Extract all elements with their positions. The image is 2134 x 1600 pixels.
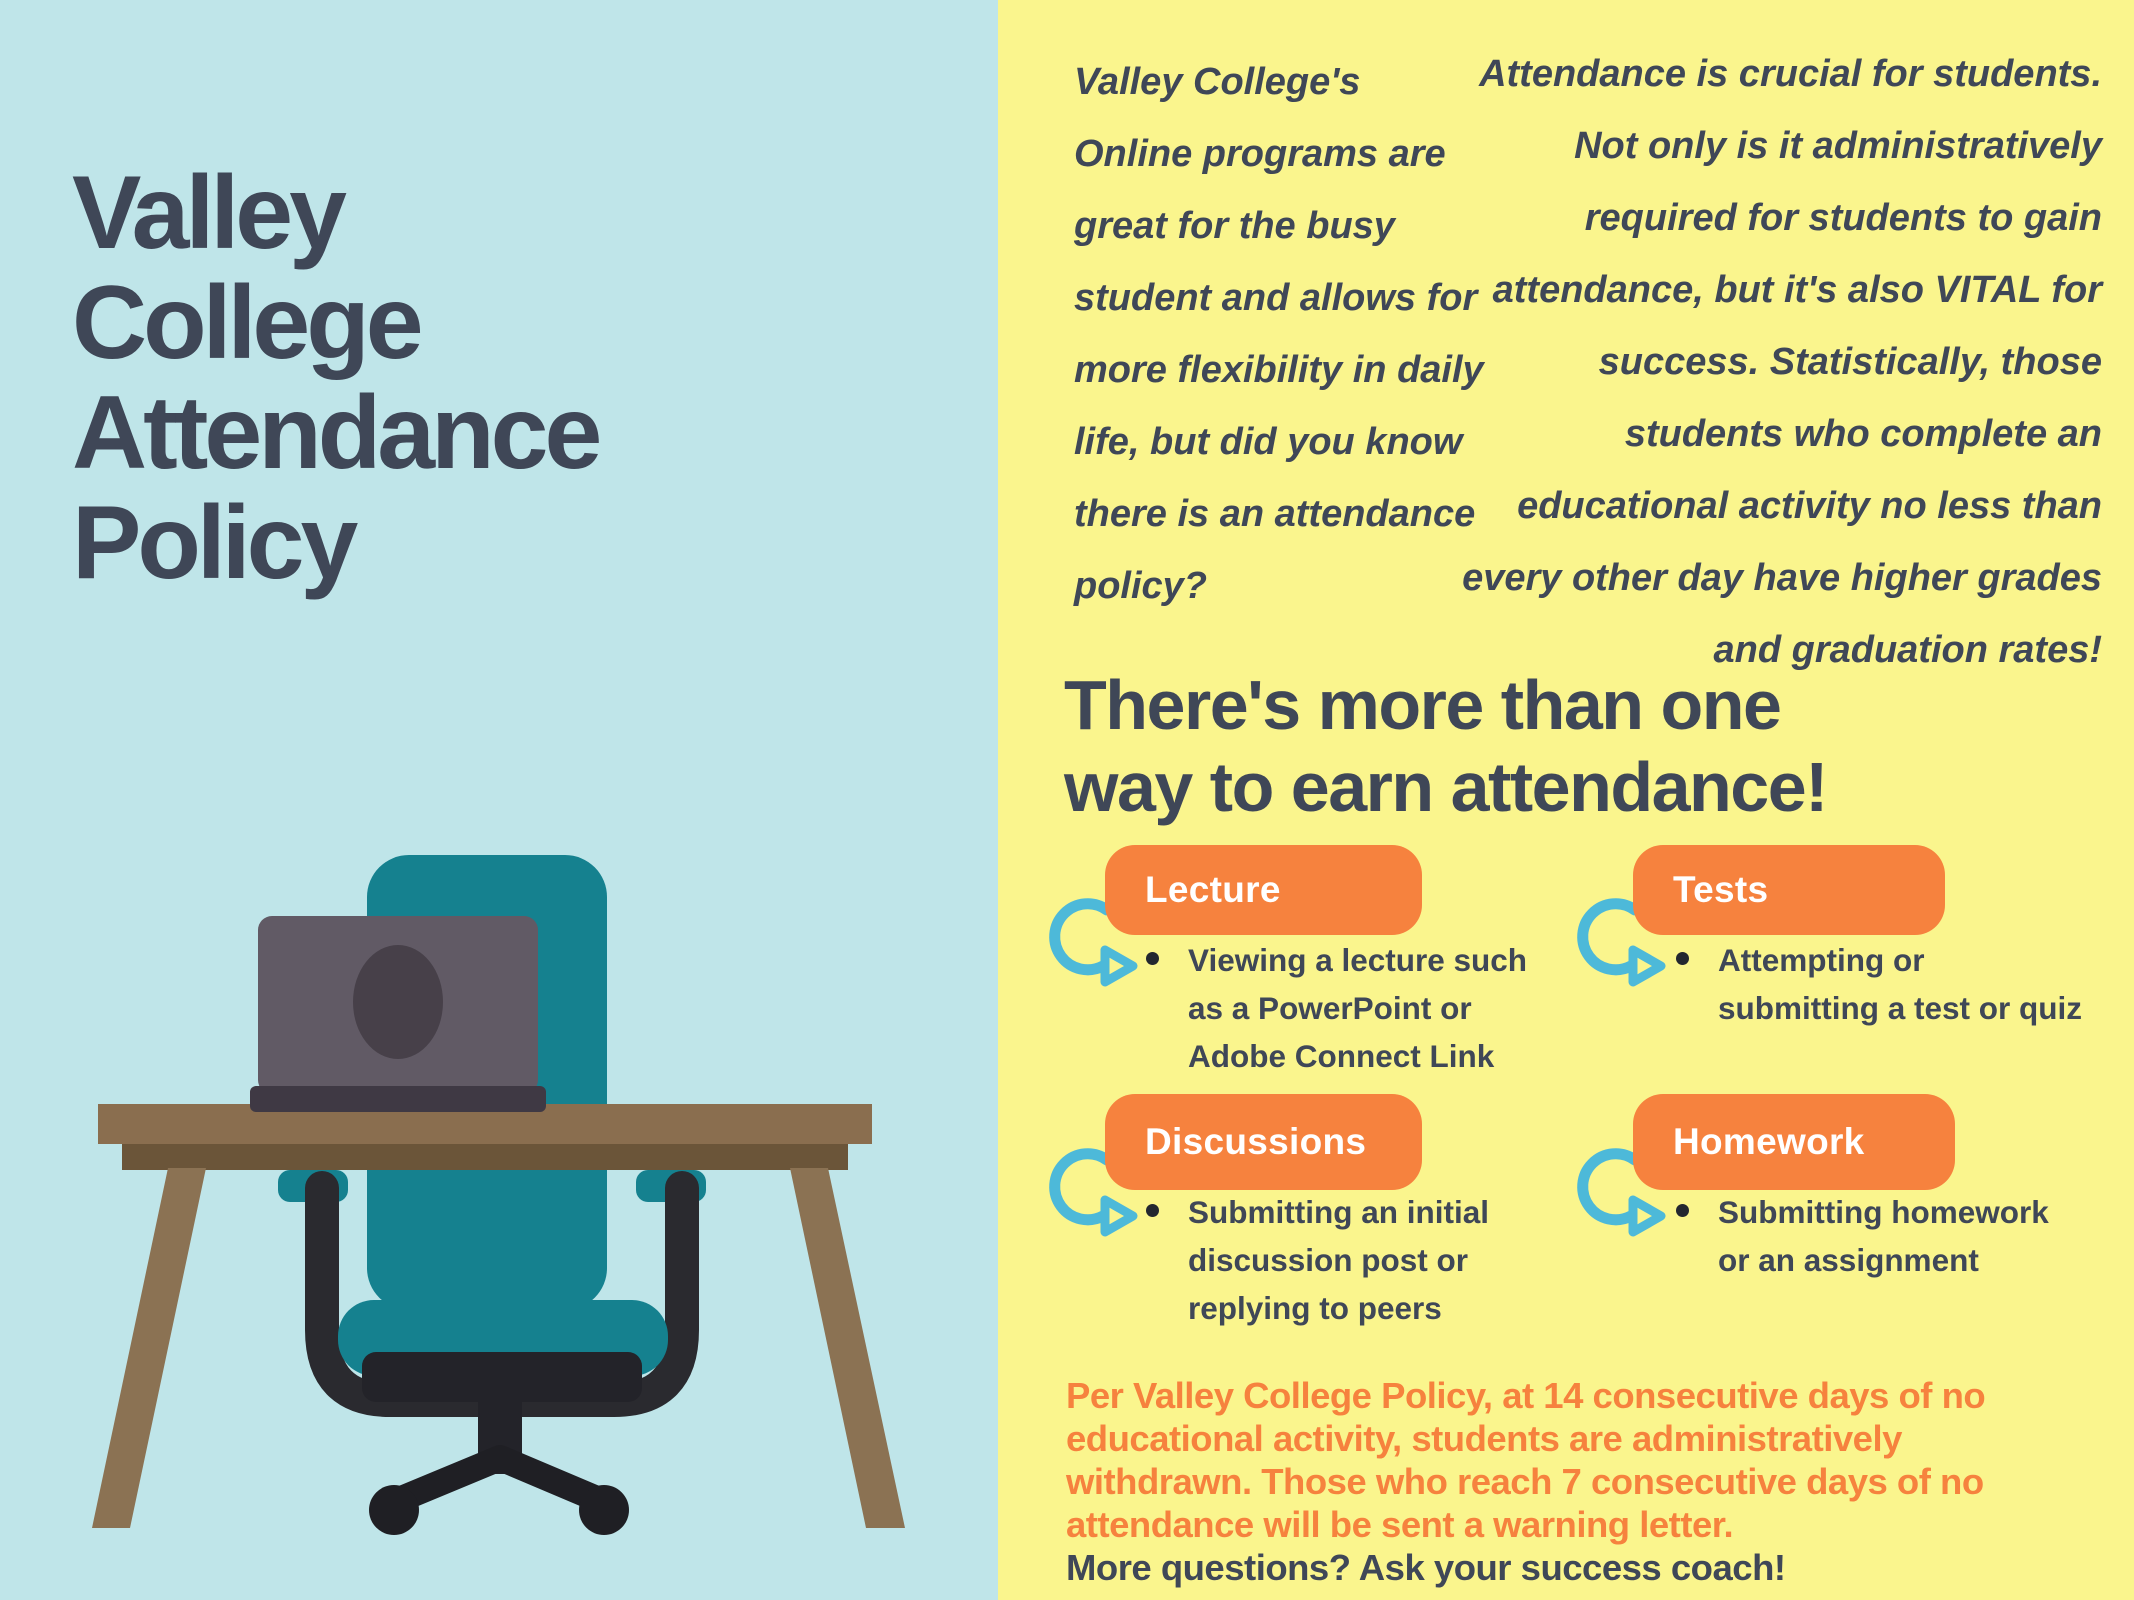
intro-line: required for students to gain: [1584, 197, 2102, 239]
desk-lip: [122, 1144, 848, 1170]
policy-line: Per Valley College Policy, at 14 consecutive days of no: [1066, 1375, 1986, 1416]
bullet-line: as a PowerPoint or: [1188, 990, 1472, 1026]
bullet-line: Adobe Connect Link: [1188, 1038, 1495, 1074]
intro-line: Online programs are: [1074, 133, 1446, 175]
footer-question: More questions? Ask your success coach!: [1066, 1547, 1786, 1588]
title-line: Valley: [72, 154, 343, 271]
method-label: Tests: [1673, 869, 1769, 910]
method-label: Discussions: [1145, 1121, 1367, 1162]
bullet-line: Submitting homework: [1718, 1194, 2049, 1230]
policy-line: attendance will be sent a warning letter.: [1066, 1504, 1734, 1545]
bullet-line: discussion post or: [1188, 1242, 1469, 1278]
method-label: Homework: [1673, 1121, 1865, 1162]
intro-line: great for the busy: [1074, 205, 1395, 247]
laptop-base: [250, 1086, 546, 1112]
intro-line: more flexibility in daily: [1074, 349, 1484, 391]
heading-line: way to earn attendance!: [1064, 748, 1827, 826]
policy-line: withdrawn. Those who reach 7 consecutive days of no: [1066, 1461, 1984, 1502]
intro-line: attendance, but it's also VITAL for: [1492, 269, 2102, 311]
chair-wheel-right: [579, 1485, 629, 1535]
title-line: Policy: [72, 484, 355, 601]
chair-base-arms: [394, 1458, 604, 1502]
chair-seat-under: [362, 1352, 642, 1402]
left-panel: [0, 0, 998, 1600]
bullet-line: Submitting an initial: [1188, 1194, 1489, 1230]
intro-line: and graduation rates!: [1713, 629, 2102, 671]
title-line: Attendance: [72, 374, 599, 491]
bullet-dot: [1146, 952, 1159, 965]
bullet-line: Attempting or: [1718, 942, 1925, 978]
chair-wheel-left: [369, 1485, 419, 1535]
intro-line: success. Statistically, those: [1598, 341, 2102, 383]
method-label: Lecture: [1145, 869, 1281, 910]
bullet-line: Viewing a lecture such: [1188, 942, 1528, 978]
method-bullets-lecture: [1146, 936, 1527, 1080]
method-bullets-tests: [1676, 936, 2082, 1032]
bullet-dot: [1146, 1204, 1159, 1217]
intro-paragraph-right: [1462, 38, 2102, 686]
title-line: College: [72, 264, 420, 381]
method-bullets-homework: [1676, 1188, 2049, 1284]
intro-line: there is an attendance: [1074, 493, 1476, 535]
policy-statement: [1066, 1374, 1985, 1589]
section-heading: [1064, 664, 1827, 828]
method-pill-homework: [1633, 1094, 1955, 1190]
right-panel: [998, 0, 2134, 1600]
bullet-dot: [1676, 1204, 1689, 1217]
method-pill-discussions: [1105, 1094, 1422, 1190]
bullet-dot: [1676, 952, 1689, 965]
desk-leg-left: [92, 1168, 206, 1528]
intro-line: student and allows for: [1074, 277, 1478, 319]
bullet-line: submitting a test or quiz: [1718, 990, 2083, 1026]
intro-line: Not only is it administratively: [1574, 125, 2102, 167]
bullet-line: replying to peers: [1188, 1290, 1442, 1326]
intro-line: policy?: [1074, 565, 1208, 607]
bullet-line: or an assignment: [1718, 1242, 1979, 1278]
intro-line: Attendance is crucial for students.: [1479, 53, 2102, 95]
intro-line: students who complete an: [1624, 413, 2102, 455]
heading-line: There's more than one: [1064, 666, 1781, 744]
intro-paragraph-left: [1074, 46, 1484, 622]
desk-leg-right: [790, 1168, 905, 1528]
laptop-logo: [353, 945, 443, 1059]
method-pill-tests: [1633, 845, 1945, 935]
method-pill-lecture: [1105, 845, 1422, 935]
intro-line: every other day have higher grades: [1462, 557, 2102, 599]
method-bullets-discussions: [1146, 1188, 1489, 1332]
intro-line: life, but did you know: [1074, 421, 1463, 463]
intro-line: educational activity no less than: [1517, 485, 2102, 527]
policy-line: educational activity, students are administratively: [1066, 1418, 1902, 1459]
page-title: [72, 154, 599, 601]
intro-line: Valley College's: [1074, 61, 1361, 103]
